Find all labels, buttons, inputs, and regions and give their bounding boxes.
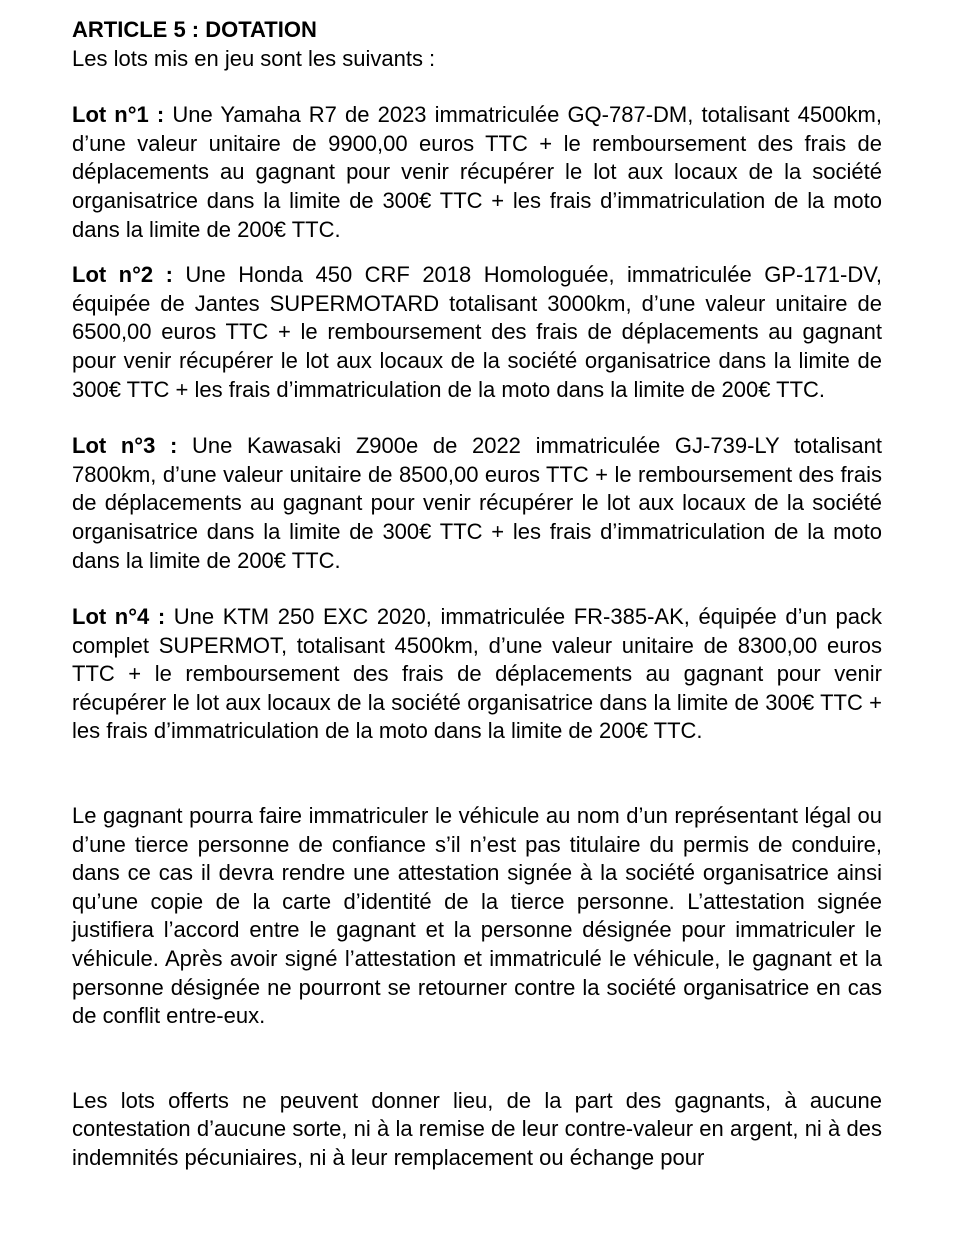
lot-3-text: Une Kawasaki Z900e de 2022 immatriculée GJ-739-LY totalisant 7800km, d’une valeur unitaire de 8500,00 euros TTC + le remboursement des frais de déplacements au gagnant pour venir récupérer le lot aux locaux de la société organisatrice dans la limite de 300€ TTC + les frais d’immatriculation de la moto dans la limite de 200€ TTC. — [72, 433, 882, 573]
no-contest-paragraph: Les lots offerts ne peuvent donner lieu, de la part des gagnants, à aucune contestation d’aucune sorte, ni à la remise de leur contre-valeur en argent, ni à des indemnités pécuniaires, ni à leur remplacement ou échange pour — [72, 1087, 882, 1170]
lot-2-text: Une Honda 450 CRF 2018 Homologuée, immatriculée GP-171-DV, équipée de Jantes SUPERMOTARD totalisant 3000km, d’une valeur unitaire de 6500,00 euros TTC + le remboursement des frais de déplacements au gagnant pour venir récupérer le lot aux locaux de la société organisatrice dans la limite de 300€ TTC + les frais d’immatriculation de la moto dans la limite de 200€ TTC. — [72, 262, 882, 402]
lot-2-paragraph — [72, 261, 882, 404]
lot-3-paragraph — [72, 432, 882, 575]
document-page — [72, 16, 882, 1173]
article-title: ARTICLE 5 : DOTATION — [72, 17, 317, 42]
lot-4-text: Une KTM 250 EXC 2020, immatriculée FR-385-AK, équipée d’un pack complet SUPERMOT, totalisant 4500km, d’une valeur unitaire de 8300,00 euros TTC + le remboursement des frais de déplacements au gagnant pour venir récupérer le lot aux locaux de la société organisatrice dans la limite de 300€ TTC + les frais d’immatriculation de la moto dans la limite de 200€ TTC. — [72, 604, 882, 744]
lot-1-text: Une Yamaha R7 de 2023 immatriculée GQ-787-DM, totalisant 4500km, d’une valeur unitaire de 9900,00 euros TTC + le remboursement des frais de déplacements au gagnant pour venir récupérer le lot aux locaux de la société organisatrice dans la limite de 300€ TTC + les frais d’immatriculation de la moto dans la limite de 200€ TTC. — [72, 102, 882, 242]
article-intro: Les lots mis en jeu sont les suivants : — [72, 45, 436, 71]
lot-4-paragraph — [72, 603, 882, 746]
registration-paragraph: Le gagnant pourra faire immatriculer le véhicule au nom d’un représentant légal ou d’une tierce personne de confiance s’il n’est pas titulaire du permis de conduire, dans ce cas il devra rendre une attestation signée à la société organisatrice ainsi qu’une copie de la carte d’identité de la tierce personne. L’attestation signée justifiera l’accord entre le gagnant et la personne désignée pour immatriculer le véhicule. Après avoir signé l’attestation et immatriculé le véhicule, le gagnant et la personne désignée ne pourront se retourner contre la société organisatrice en cas de conflit entre-eux. — [72, 803, 882, 1029]
lot-4-label: Lot n°4 : — [72, 604, 166, 630]
lot-1-label: Lot n°1 : — [72, 102, 165, 128]
lot-2-label: Lot n°2 : — [72, 262, 173, 288]
lot-1-paragraph — [72, 101, 882, 244]
lot-3-label: Lot n°3 : — [72, 433, 178, 459]
